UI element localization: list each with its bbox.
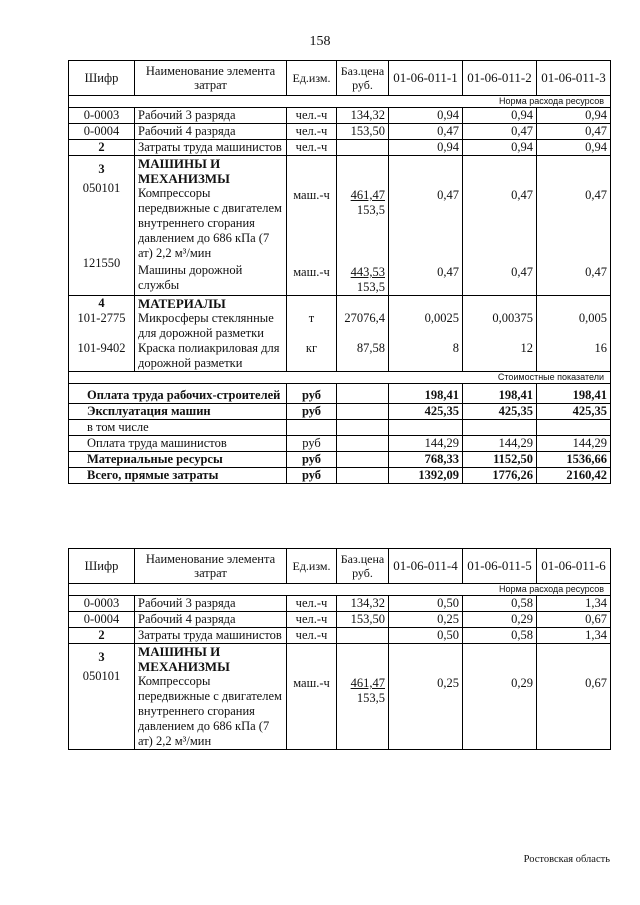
norm-label: Норма расхода ресурсов [389, 96, 611, 108]
cost-row-unit: руб [287, 384, 337, 404]
row-name: Микросферы стеклянные для дорожной разметки [138, 311, 274, 340]
resource-table-1 [68, 60, 611, 484]
row-price: 461,47 [350, 676, 385, 690]
cost-row [69, 404, 611, 420]
cost-row-label: Всего, прямые затраты [69, 468, 287, 484]
row-value: 0,005 [578, 311, 607, 325]
row-name: Машины дорожной службы [138, 263, 243, 292]
row-price: 443,53 [350, 265, 385, 279]
cost-row [69, 468, 611, 484]
code-header-6: 01-06-011-6 [537, 549, 611, 584]
table-row [69, 108, 611, 124]
row-value: 0,47 [585, 188, 607, 202]
cost-row-value: 144,29 [389, 436, 463, 452]
unit-header: Ед.изм. [287, 549, 337, 584]
row-value: 0,47 [463, 124, 537, 140]
row-code: 0-0003 [69, 108, 135, 124]
row-value: 0,94 [463, 108, 537, 124]
cost-row-value: 768,33 [389, 452, 463, 468]
row-price [337, 140, 389, 156]
code-header-1: 01-06-011-1 [389, 61, 463, 96]
row-value: 0,47 [437, 188, 459, 202]
cost-row-value: 198,41 [389, 384, 463, 404]
norm-band [69, 584, 611, 596]
cost-row-value: 144,29 [463, 436, 537, 452]
cost-row [69, 452, 611, 468]
row-value: 0,25 [437, 676, 459, 690]
table-row [69, 612, 611, 628]
code-header-3: 01-06-011-3 [537, 61, 611, 96]
cost-row-value: 425,35 [537, 404, 611, 420]
row-value: 8 [452, 341, 459, 355]
row-value: 1,34 [537, 628, 611, 644]
row-code: 0-0004 [69, 124, 135, 140]
materials-section [69, 296, 611, 372]
row-name: Рабочий 3 разряда [135, 108, 287, 124]
cost-row-value: 144,29 [537, 436, 611, 452]
row-price: 134,32 [337, 108, 389, 124]
row-value: 0,94 [463, 140, 537, 156]
cost-row-value: 1776,26 [463, 468, 537, 484]
row-value: 0,29 [511, 676, 533, 690]
table-row [69, 596, 611, 612]
row-code: 101-2775 [77, 311, 126, 325]
row-unit: чел.-ч [287, 612, 337, 628]
row-unit: чел.-ч [287, 124, 337, 140]
cost-label: Стоимостные показатели [389, 372, 611, 384]
cost-row-unit: руб [287, 452, 337, 468]
row-value: 0,94 [537, 140, 611, 156]
row-price-secondary: 153,5 [356, 203, 385, 217]
row-price: 27076,4 [344, 311, 385, 325]
row-value: 0,67 [585, 676, 607, 690]
table-row [69, 628, 611, 644]
section-title: МАТЕРИАЛЫ [138, 296, 226, 311]
norm-label: Норма расхода ресурсов [389, 584, 611, 596]
cost-row-label: Оплата труда рабочих-строителей [69, 384, 287, 404]
row-name: Рабочий 4 разряда [135, 612, 287, 628]
table-header-row [69, 61, 611, 96]
shifr-header: Шифр [69, 549, 135, 584]
price-header: Баз.цена руб. [337, 549, 389, 584]
row-value: 0,0025 [424, 311, 459, 325]
cost-row-label: Материальные ресурсы [69, 452, 287, 468]
cost-row-value: 1392,09 [389, 468, 463, 484]
row-value: 0,29 [463, 612, 537, 628]
row-price: 153,50 [337, 612, 389, 628]
cost-row-value: 1536,66 [537, 452, 611, 468]
row-code: 2 [69, 140, 135, 156]
table-row [69, 124, 611, 140]
row-value: 0,47 [511, 188, 533, 202]
row-value: 0,00375 [492, 311, 533, 325]
row-price-secondary: 153,5 [356, 280, 385, 294]
row-name: Рабочий 4 разряда [135, 124, 287, 140]
cost-row-value: 425,35 [389, 404, 463, 420]
row-value: 1,34 [537, 596, 611, 612]
footer-region: Ростовская область [523, 854, 610, 865]
row-unit: маш.-ч [293, 265, 330, 279]
cost-row-value: 425,35 [463, 404, 537, 420]
resource-table-2 [68, 548, 611, 750]
section-title: МАШИНЫ И МЕХАНИЗМЫ [138, 644, 230, 674]
row-value: 0,47 [511, 265, 533, 279]
machines-section [69, 156, 611, 296]
row-value: 0,47 [585, 265, 607, 279]
row-unit: маш.-ч [293, 676, 330, 690]
code-header-2: 01-06-011-2 [463, 61, 537, 96]
row-value: 16 [594, 341, 607, 355]
row-name: Затраты труда машинистов [135, 628, 287, 644]
row-value: 0,94 [537, 108, 611, 124]
row-name: Компрессоры передвижные с двигателем внутреннего сгорания давлением до 686 кПа (7 ат) 2,2 м³/мин [138, 186, 282, 260]
name-header: Наименование элемента затрат [135, 61, 287, 96]
row-value: 0,50 [389, 596, 463, 612]
unit-header: Ед.изм. [287, 61, 337, 96]
row-unit: чел.-ч [287, 108, 337, 124]
row-value: 0,58 [463, 596, 537, 612]
row-value: 0,50 [389, 628, 463, 644]
row-unit: чел.-ч [287, 628, 337, 644]
section-number: 3 [98, 162, 105, 176]
row-value: 0,47 [389, 124, 463, 140]
row-code: 050101 [82, 181, 121, 195]
cost-row-unit: руб [287, 404, 337, 420]
row-price: 87,58 [356, 341, 385, 355]
row-value: 0,47 [537, 124, 611, 140]
row-name: Компрессоры передвижные с двигателем внутреннего сгорания давлением до 686 кПа (7 ат) 2,2 м³/мин [138, 674, 282, 748]
cost-band [69, 372, 611, 384]
row-value: 0,47 [437, 265, 459, 279]
cost-row-label: Эксплуатация машин [69, 404, 287, 420]
cost-row-unit: руб [287, 468, 337, 484]
row-code: 2 [69, 628, 135, 644]
row-value: 0,58 [463, 628, 537, 644]
row-value: 0,67 [537, 612, 611, 628]
section-title: МАШИНЫ И МЕХАНИЗМЫ [138, 156, 230, 186]
code-header-4: 01-06-011-4 [389, 549, 463, 584]
row-code: 050101 [82, 669, 121, 683]
table-header-row [69, 549, 611, 584]
cost-row [69, 420, 611, 436]
cost-row-value: 2160,42 [537, 468, 611, 484]
section-number: 4 [98, 296, 105, 310]
price-header: Баз.цена руб. [337, 61, 389, 96]
section-number: 3 [98, 650, 105, 664]
row-value: 0,94 [389, 108, 463, 124]
table-row [69, 140, 611, 156]
row-price: 461,47 [350, 188, 385, 202]
code-header-5: 01-06-011-5 [463, 549, 537, 584]
row-name: Затраты труда машинистов [135, 140, 287, 156]
row-name: Рабочий 3 разряда [135, 596, 287, 612]
row-code: 101-9402 [77, 341, 126, 355]
row-code: 121550 [82, 256, 121, 270]
row-unit: кг [305, 341, 318, 355]
cost-row [69, 436, 611, 452]
row-unit: чел.-ч [287, 140, 337, 156]
page-number: 158 [309, 34, 331, 49]
row-unit: т [308, 311, 315, 325]
norm-band [69, 96, 611, 108]
row-code: 0-0003 [69, 596, 135, 612]
cost-row-value: 198,41 [463, 384, 537, 404]
row-price: 153,50 [337, 124, 389, 140]
name-header: Наименование элемента затрат [135, 549, 287, 584]
row-unit: маш.-ч [293, 188, 330, 202]
cost-row [69, 384, 611, 404]
machines-section [69, 644, 611, 750]
row-value: 0,25 [389, 612, 463, 628]
row-name: Краска полиакриловая для дорожной разметки [138, 341, 280, 370]
cost-row-label: в том числе [69, 420, 287, 436]
cost-row-value: 1152,50 [463, 452, 537, 468]
row-price [337, 628, 389, 644]
row-price-secondary: 153,5 [356, 691, 385, 705]
row-code: 0-0004 [69, 612, 135, 628]
cost-row-value: 198,41 [537, 384, 611, 404]
row-value: 0,94 [389, 140, 463, 156]
cost-row-label: Оплата труда машинистов [69, 436, 287, 452]
cost-row-unit: руб [287, 436, 337, 452]
shifr-header: Шифр [69, 61, 135, 96]
row-value: 12 [520, 341, 533, 355]
row-price: 134,32 [337, 596, 389, 612]
row-unit: чел.-ч [287, 596, 337, 612]
